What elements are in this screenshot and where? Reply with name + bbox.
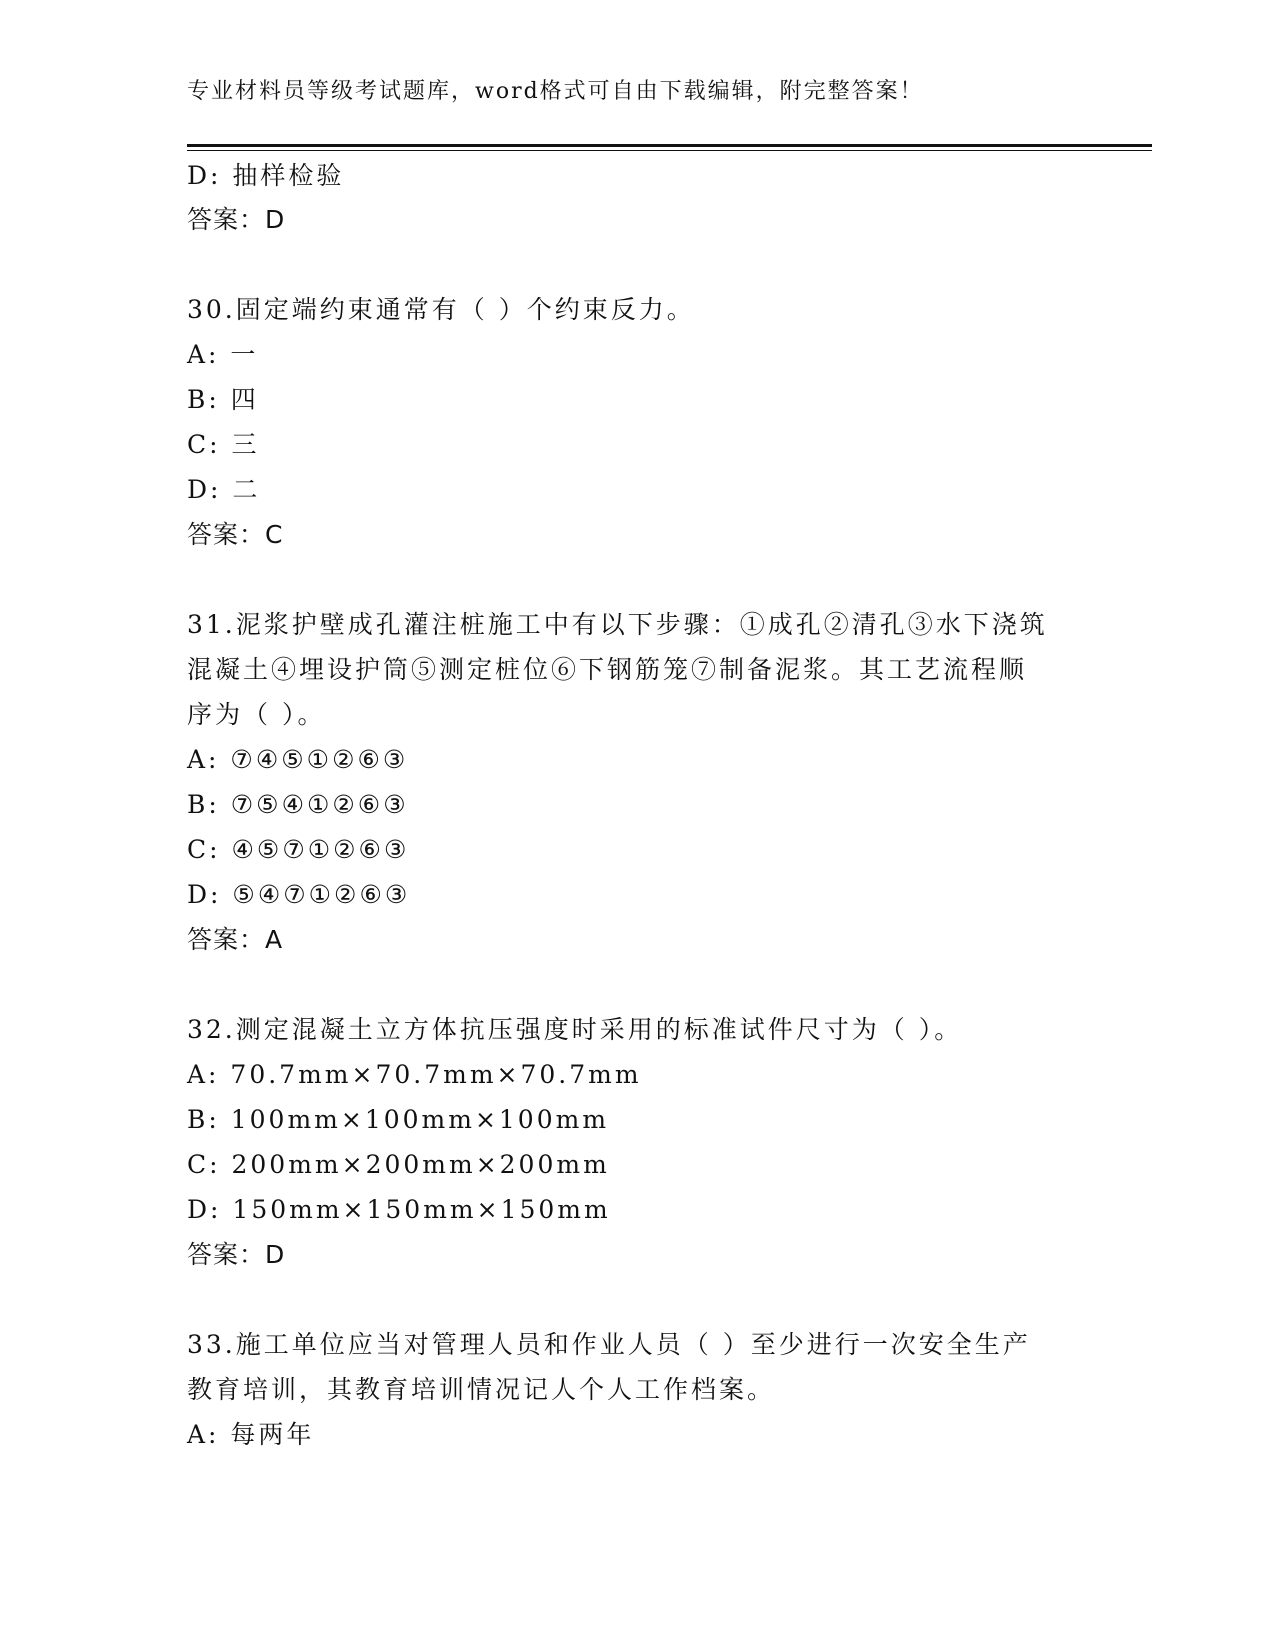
q32-option-c: C: 200mm×200mm×200mm (187, 1150, 610, 1179)
q31-option-d: D: ⑤④⑦①②⑥③ (187, 880, 411, 909)
q30-stem: 30.固定端约束通常有（ ）个约束反力。 (187, 295, 695, 324)
q33-stem-line2: 教育培训，其教育培训情况记人个人工作档案。 (187, 1375, 776, 1404)
page-header: 专业材料员等级考试题库，word格式可自由下载编辑，附完整答案！ (187, 79, 924, 104)
q31-stem-line1: 31.泥浆护壁成孔灌注桩施工中有以下步骤：①成孔②清孔③水下浇筑 (187, 610, 1048, 639)
prev-answer: 答案：D (187, 205, 286, 234)
q32-answer: 答案：D (187, 1240, 286, 1269)
q31-option-c: C: ④⑤⑦①②⑥③ (187, 835, 410, 864)
q33-option-a: A: 每两年 (187, 1420, 315, 1449)
q30-option-d: D: 二 (187, 475, 261, 504)
prev-option-d: D: 抽样检验 (187, 161, 345, 190)
q30-option-c: C: 三 (187, 430, 260, 459)
q31-option-a: A: ⑦④⑤①②⑥③ (187, 745, 409, 774)
q30-answer: 答案：C (187, 520, 284, 549)
q31-stem-line3: 序为（ ）。 (187, 700, 326, 729)
q32-option-a: A: 70.7mm×70.7mm×70.7mm (187, 1060, 642, 1089)
q32-option-b: B: 100mm×100mm×100mm (187, 1105, 610, 1134)
q32-option-d: D: 150mm×150mm×150mm (187, 1195, 611, 1224)
q30-option-b: B: 四 (187, 385, 259, 414)
q30-option-a: A: 一 (187, 340, 259, 369)
header-divider-thick (187, 144, 1152, 147)
q32-stem: 32.测定混凝土立方体抗压强度时采用的标准试件尺寸为（ ）。 (187, 1015, 963, 1044)
header-divider-thin (187, 150, 1152, 151)
q33-stem-line1: 33.施工单位应当对管理人员和作业人员（ ）至少进行一次安全生产 (187, 1330, 1031, 1359)
q31-answer: 答案：A (187, 925, 284, 954)
q31-option-b: B: ⑦⑤④①②⑥③ (187, 790, 409, 819)
q31-stem-line2: 混凝土④埋设护筒⑤测定桩位⑥下钢筋笼⑦制备泥浆。其工艺流程顺 (187, 655, 1028, 684)
